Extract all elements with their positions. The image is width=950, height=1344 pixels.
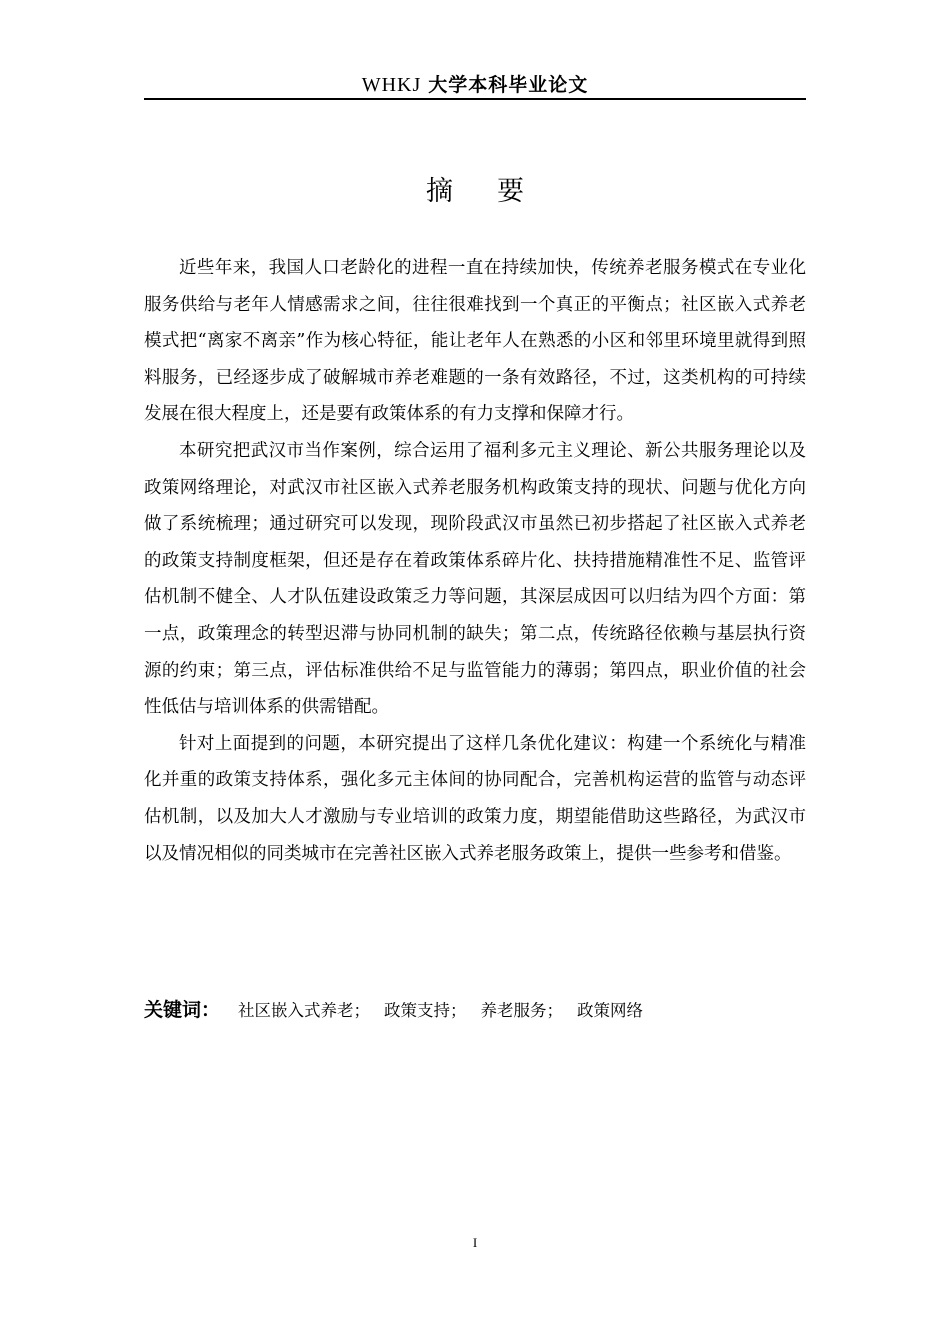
- header-divider: [144, 98, 806, 100]
- school-code: WHKJ: [361, 74, 422, 96]
- keyword: 政策支持；: [384, 1001, 467, 1020]
- abstract-body: [144, 250, 806, 872]
- keyword: 社区嵌入式养老；: [238, 1001, 371, 1020]
- abstract-paragraph: 针对上面提到的问题，本研究提出了这样几条优化建议：构建一个系统化与精准化并重的政策支持体系，强化多元主体间的协同配合，完善机构运营的监管与动态评估机制，以及加大人才激励与专业培训的政策力度，期望能借助这些路径，为武汉市以及情况相似的同类城市在完善社区嵌入式养老服务政策上，提供一些参考和借鉴。: [144, 733, 806, 864]
- page-number: I: [472, 1235, 478, 1250]
- abstract-title: [144, 172, 806, 212]
- keywords-line: [144, 994, 806, 1027]
- keyword: 政策网络: [577, 1001, 644, 1020]
- abstract-paragraph: 近些年来，我国人口老龄化的进程一直在持续加快，传统养老服务模式在专业化服务供给与老年人情感需求之间，往往很难找到一个真正的平衡点；社区嵌入式养老模式把“离家不离亲”作为核心特征，能让老年人在熟悉的小区和邻里环境里就得到照料服务，已经逐步成了破解城市养老难题的一条有效路径，不过，这类机构的可持续发展在很大程度上，还是要有政策体系的有力支撑和保障才行。: [144, 258, 806, 425]
- header-title: 大学本科毕业论文: [428, 74, 589, 96]
- abstract-paragraph: 本研究把武汉市当作案例，综合运用了福利多元主义理论、新公共服务理论以及政策网络理论，对武汉市社区嵌入式养老服务机构政策支持的现状、问题与优化方向做了系统梳理；通过研究可以发现，现阶段武汉市虽然已初步搭起了社区嵌入式养老的政策支持制度框架，但还是存在着政策体系碎片化、扶持措施精准性不足、监管评估机制不健全、人才队伍建设政策乏力等问题，其深层成因可以归结为四个方面：第一点，政策理念的转型迟滞与协同机制的缺失；第二点，传统路径依赖与基层执行资源的约束；第三点，评估标准供给不足与监管能力的薄弱；第四点，职业价值的社会性低估与培训体系的供需错配。: [144, 440, 806, 718]
- keywords-label: 关键词：: [144, 999, 221, 1021]
- page-header: [144, 70, 806, 100]
- keyword: 养老服务；: [480, 1001, 564, 1020]
- abstract-title-char: 摘: [426, 176, 453, 207]
- abstract-title-char: 要: [497, 176, 524, 207]
